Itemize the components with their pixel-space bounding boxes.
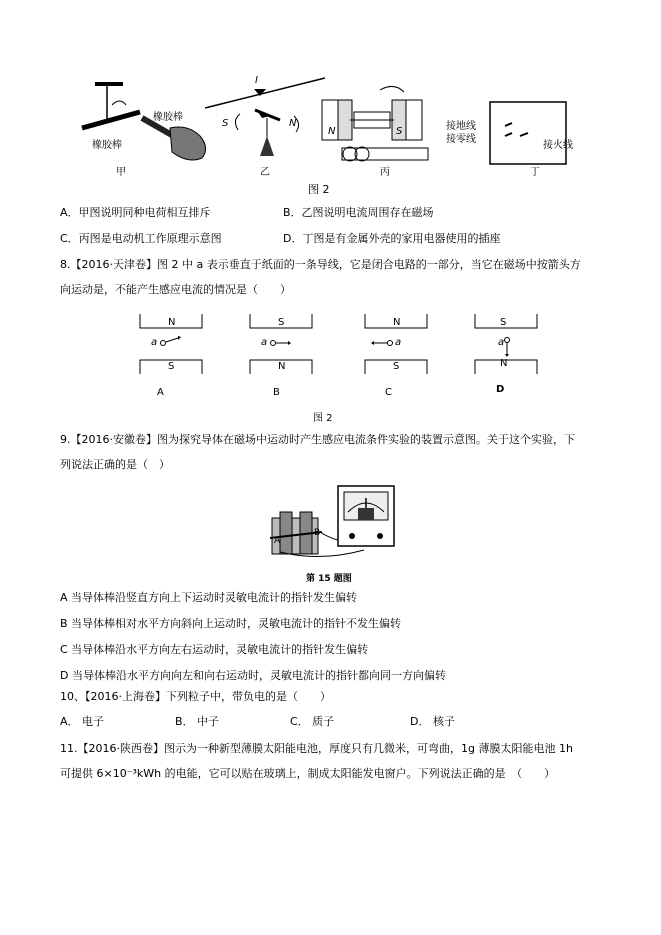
q10-option-d: D． 核子 (410, 715, 455, 728)
q9-option-c: C 当导体棒沿水平方向左右运动时，灵敏电流计的指针发生偏转 (60, 643, 369, 656)
panel-ding-drawing (490, 102, 566, 164)
q8-d-letter: D (496, 384, 505, 395)
q8-a-wire: a (151, 337, 158, 348)
yi-current-label: I (255, 75, 258, 86)
q9-stem-line2: 列说法正确的是（ ） (60, 458, 170, 471)
figure-top-caption: 图 2 (308, 183, 330, 196)
q8-b-wire: a (261, 337, 268, 348)
q8-a-top: N (168, 317, 176, 328)
bing-n-label: N (328, 126, 336, 137)
q11-stem-line2: 可提供 6×10⁻³kWh 的电能，它可以贴在玻璃上，制成太阳能发电窗户。下列说法正确的是 （ ） (60, 767, 556, 780)
q8-a-letter: A (157, 387, 164, 398)
q10-stem: 10、【2016·上海卷】下列粒子中，带负电的是（ ） (60, 690, 331, 703)
q8-c-bottom: S (393, 361, 400, 372)
q11-stem-line1: 11.【2016·陕西卷】图示为一种新型薄膜太阳能电池，厚度只有几微米，可弯曲，1g 薄膜太阳能电池 1h (60, 742, 573, 755)
q8-c-wire: a (395, 337, 402, 348)
q8-figure (130, 312, 550, 422)
q8-d-wire: a (498, 337, 505, 348)
panel-bing-label: 丙 (380, 167, 390, 178)
q8-a-bottom: S (168, 361, 175, 372)
panel-bing-drawing (322, 86, 428, 161)
q9-option-d: D 当导体棒沿水平方向向左和向右运动时，灵敏电流计的指针都向同一方向偏转 (60, 669, 446, 682)
q8-b-letter: B (273, 387, 280, 398)
q8-b-bottom: N (278, 361, 286, 372)
q8-b-top: S (278, 317, 285, 328)
jia-rod-label-2: 橡胶棒 (92, 140, 122, 151)
q8-figure-caption: 图 2 (313, 413, 333, 424)
q9-option-b: B 当导体棒相对水平方向斜向上运动时，灵敏电流计的指针不发生偏转 (60, 617, 402, 630)
panel-jia-label: 甲 (116, 167, 126, 178)
q8-stem-line2: 向运动是，不能产生感应电流的情况是（ ） (60, 283, 291, 296)
q8-c-top: N (393, 317, 401, 328)
ding-ground-label: 接地线 (446, 121, 476, 132)
q8-d-bottom: N (500, 358, 508, 369)
jia-rod-label-1: 橡胶棒 (153, 112, 183, 123)
q8-d-top: S (500, 317, 507, 328)
panel-yi-drawing (205, 78, 325, 156)
q9-figure (270, 482, 400, 567)
q10-option-a: A． 电子 (60, 715, 105, 728)
q9-stem-line1: 9.【2016·安徽卷】图为探究导体在磁场中运动时产生感应电流条件实验的装置示意图。关于这个实验，下 (60, 433, 575, 446)
q7-option-c: C．丙图是电动机工作原理示意图 (60, 232, 222, 245)
q9-label-b: B (314, 528, 321, 538)
q8-c-letter: C (385, 387, 392, 398)
q8-figure-drawing (130, 312, 550, 422)
yi-n-label: N (289, 118, 297, 129)
q9-label-a: A (274, 536, 281, 546)
q8-stem-line1: 8.【2016·天津卷】图 2 中 a 表示垂直于纸面的一条导线，它是闭合电路的一部分，当它在磁场中按箭头方 (60, 258, 581, 271)
ding-neutral-label: 接零线 (446, 134, 476, 145)
ding-live-label: 接火线 (543, 140, 573, 151)
q7-option-a: A．甲图说明同种电荷相互排斥 (60, 206, 211, 219)
q9-figure-caption: 第 15 题图 (306, 574, 352, 584)
q9-option-a: A 当导体棒沿竖直方向上下运动时灵敏电流计的指针发生偏转 (60, 591, 358, 604)
q7-option-b: B．乙图说明电流周围存在磁场 (283, 206, 434, 219)
q10-option-b: B． 中子 (175, 715, 220, 728)
q9-figure-drawing (270, 482, 400, 567)
q7-option-d: D．丁图是有金属外壳的家用电器使用的插座 (283, 232, 501, 245)
q10-option-c: C． 质子 (290, 715, 335, 728)
bing-s-label: S (396, 126, 403, 137)
panel-ding-label: 丁 (530, 167, 540, 178)
panel-yi-label: 乙 (260, 167, 270, 178)
yi-s-label: S (222, 118, 229, 129)
